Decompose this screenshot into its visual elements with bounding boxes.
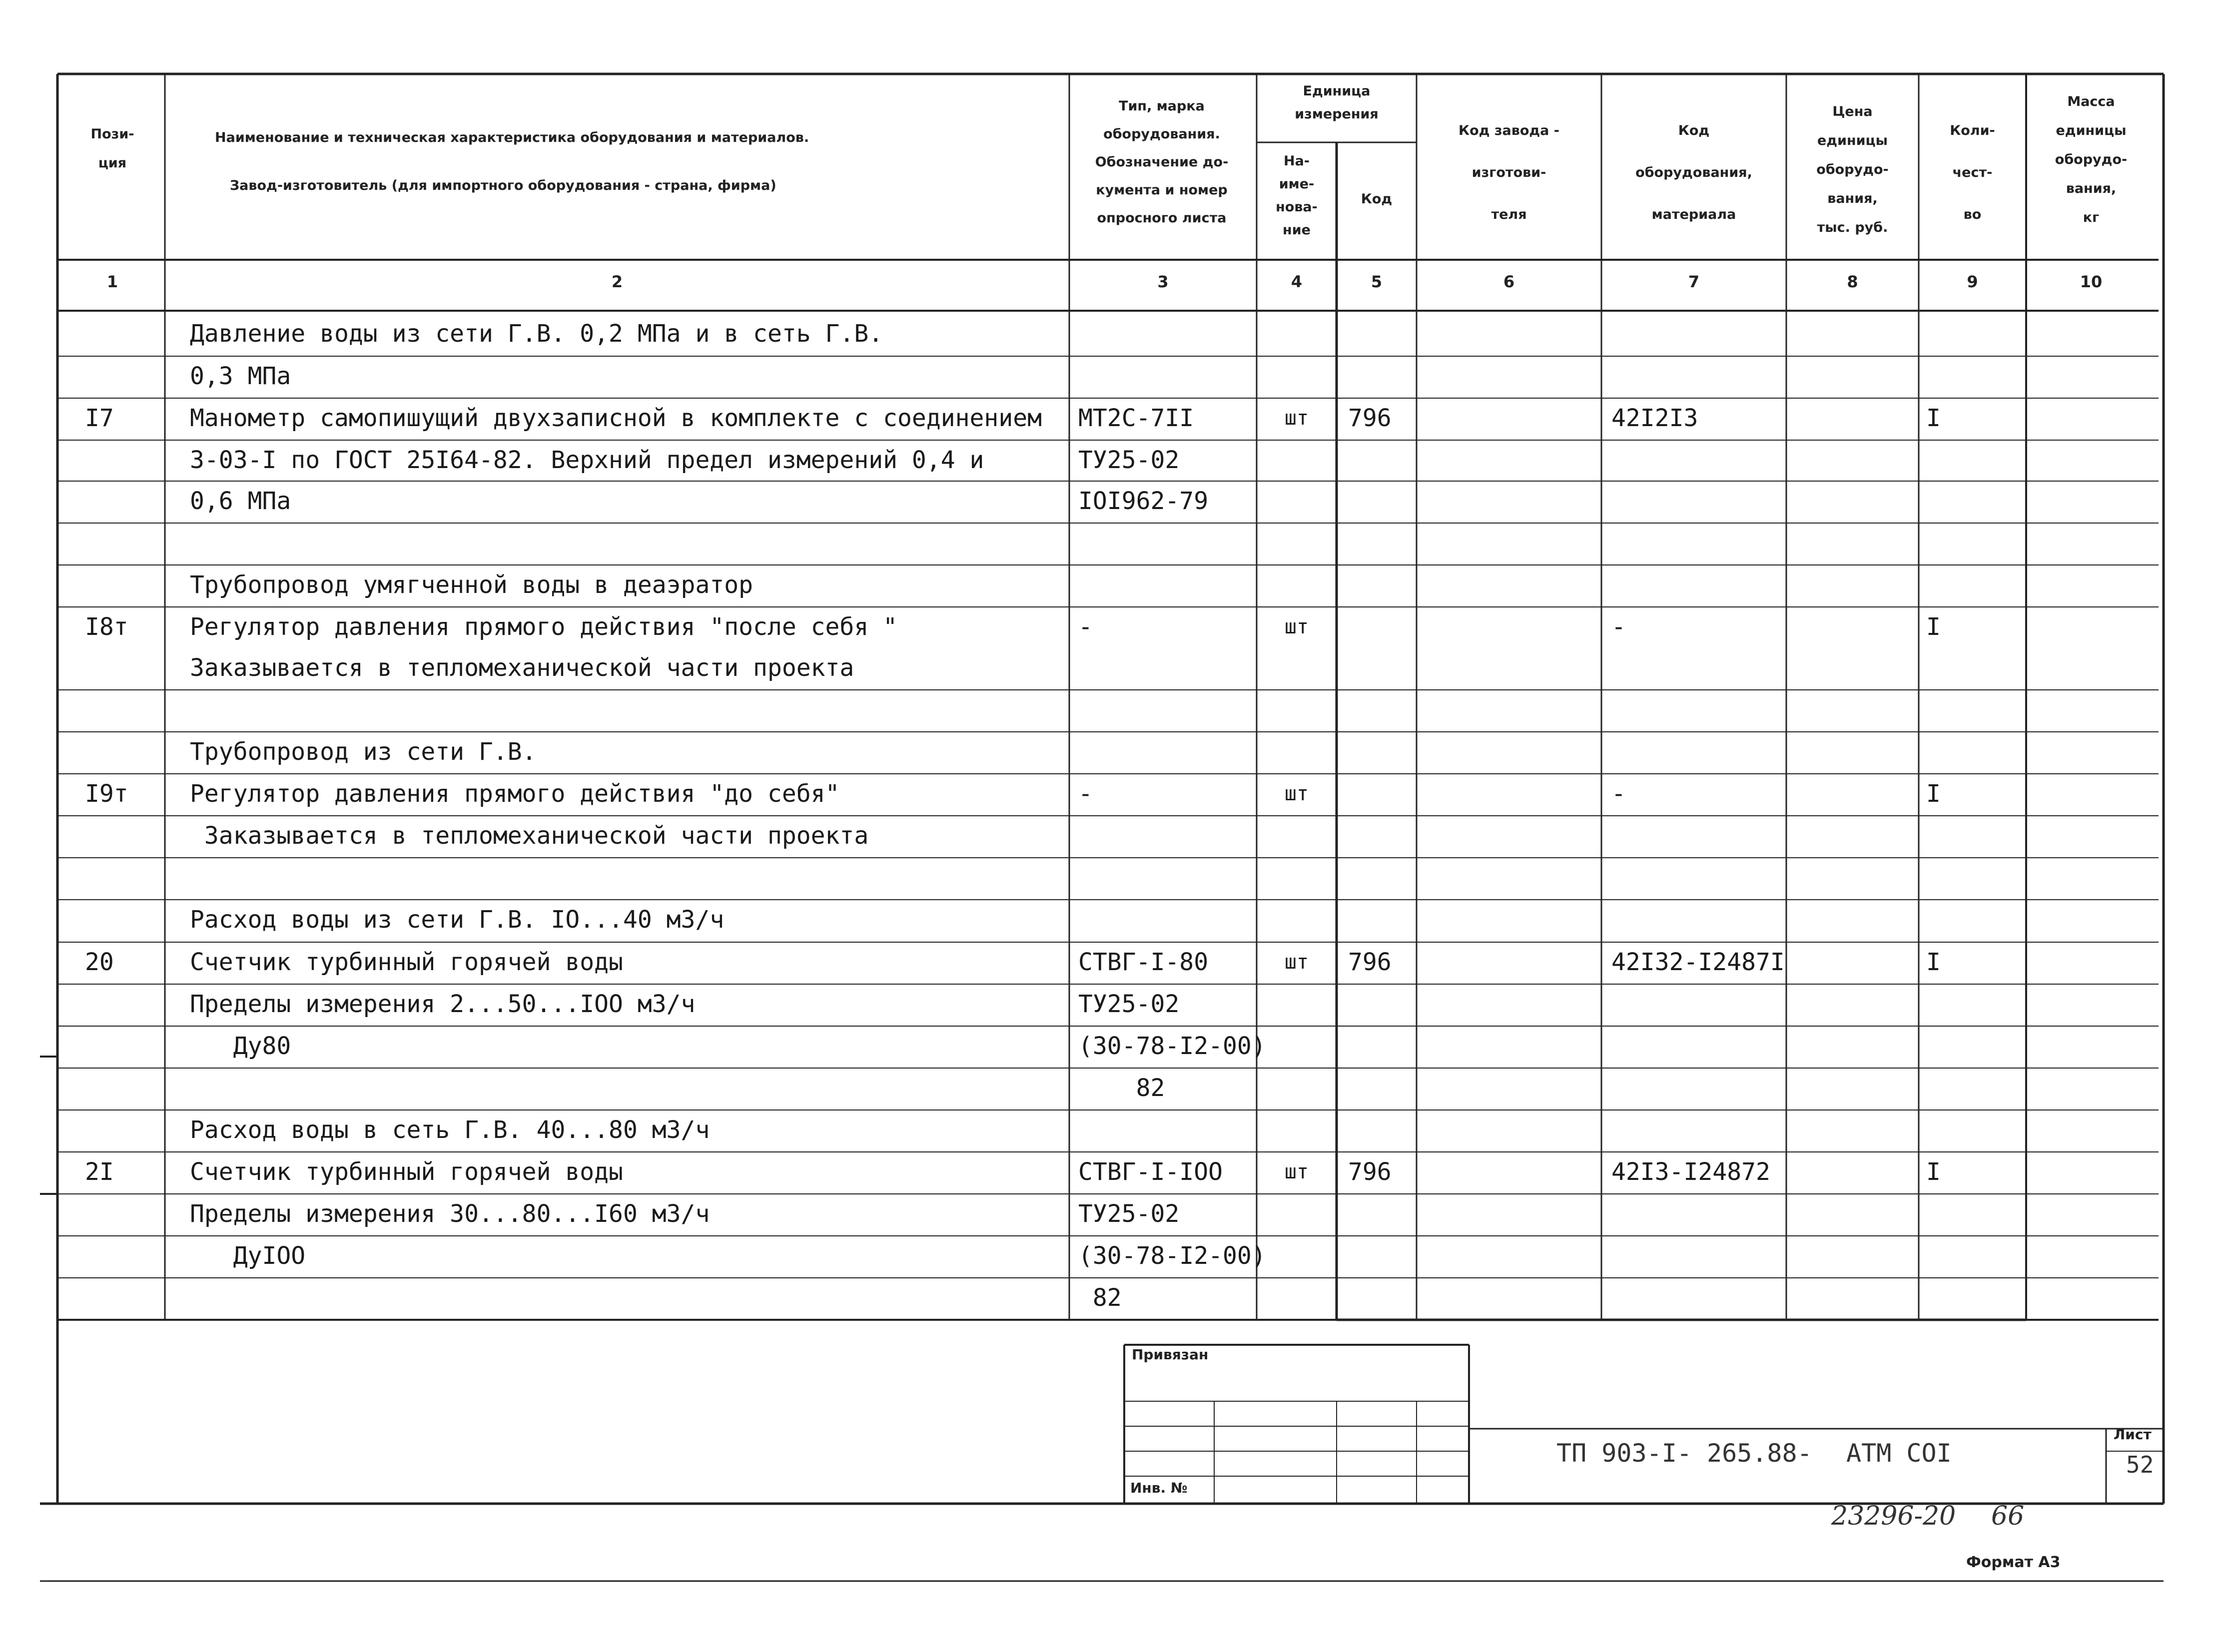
sheet-number: 52: [2126, 1451, 2154, 1478]
row-ucode: 796: [1348, 948, 1392, 976]
row-name: Регулятор давления прямого действия "до себя": [190, 780, 840, 808]
row-type: МТ2С-7II: [1078, 404, 1194, 432]
section-code: АТМ СОI: [1846, 1439, 1952, 1468]
row-qty: I: [1926, 1158, 1941, 1186]
archive-number: 23296-20: [1831, 1501, 1956, 1531]
row-name: Манометр самопишущий двухзаписной в комплекте с соединением: [190, 404, 1042, 432]
header-quantity: Коли- чест- во: [1950, 123, 1995, 222]
col-number: 6: [1503, 272, 1515, 291]
col-number: 7: [1688, 272, 1700, 291]
row-name: Заказывается в тепломеханической части проекта: [190, 654, 854, 682]
col-number: 2: [611, 272, 623, 291]
row-name: Расход воды из сети Г.В. IO...40 м3/ч: [190, 906, 725, 934]
format-label: Формат А3: [1966, 1554, 2061, 1571]
row-type: ТУ25-02: [1078, 1200, 1180, 1228]
row-pos: I7: [85, 404, 114, 432]
row-qty: I: [1926, 613, 1941, 641]
row-qty: I: [1926, 780, 1941, 808]
row-name: Регулятор давления прямого действия "после себя ": [190, 613, 898, 641]
row-type: СТВГ-I-80: [1078, 948, 1209, 976]
row-name: Трубопровод умягченной воды в деаэратор: [190, 571, 753, 599]
row-name: Расход воды в сеть Г.В. 40...80 м3/ч: [190, 1116, 710, 1144]
row-type: 82: [1078, 1284, 1122, 1312]
row-name: Счетчик турбинный горячей воды: [190, 948, 623, 976]
row-mcode: 42I3-I24872: [1611, 1158, 1770, 1186]
row-ucode: 796: [1348, 1158, 1392, 1186]
header-equipment-code: Код оборудования, материала: [1635, 123, 1752, 222]
row-name: Заказывается в тепломеханической части проекта: [190, 822, 869, 850]
row-pos: 20: [85, 948, 114, 976]
bound-label: Привязан: [1132, 1346, 1209, 1363]
row-name: Давление воды из сети Г.В. 0,2 МПа и в сеть Г.В.: [190, 320, 883, 348]
col-number: 1: [106, 272, 118, 291]
header-manufacturer-code: Код завода - изготови- теля: [1459, 123, 1559, 222]
row-type: IOI962-79: [1078, 487, 1209, 515]
header-unit-code: Код: [1361, 191, 1393, 207]
row-type: (30-78-I2-00): [1078, 1242, 1266, 1270]
row-name: Счетчик турбинный горячей воды: [190, 1158, 623, 1186]
row-type: ТУ25-02: [1078, 446, 1180, 474]
row-mcode: 42I2I3: [1611, 404, 1698, 432]
header-mass: Масса единицы оборудо- вания, кг: [2055, 94, 2128, 225]
col-number: 9: [1967, 272, 1978, 291]
row-ucode: 796: [1348, 404, 1392, 432]
row-mcode: -: [1611, 780, 1626, 808]
row-name: Пределы измерения 2...50...IOO м3/ч: [190, 990, 696, 1018]
row-type: -: [1078, 613, 1093, 641]
row-type: СТВГ-I-IOO: [1078, 1158, 1223, 1186]
row-name: Пределы измерения 30...80...I60 м3/ч: [190, 1200, 710, 1228]
row-name: ДуIOO: [190, 1242, 306, 1270]
row-type: ТУ25-02: [1078, 990, 1180, 1018]
sheet-label: Лист: [2114, 1426, 2152, 1443]
archive-page: 66: [1991, 1501, 2025, 1531]
col-number: 10: [2080, 272, 2103, 291]
row-type: 82: [1078, 1074, 1165, 1102]
inventory-label: Инв. №: [1130, 1480, 1188, 1496]
row-pos: 2I: [85, 1158, 114, 1186]
row-name: Трубопровод из сети Г.В.: [190, 738, 537, 766]
row-type: (30-78-I2-00): [1078, 1032, 1266, 1060]
header-position: Пози- ция: [90, 126, 134, 171]
col-number: 4: [1291, 272, 1303, 291]
row-unit: шт: [1284, 782, 1309, 805]
header-name: Наименование и техническая характеристика оборудования и материалов. Завод-изготовитель (для импортного оборудования - страна, фирма): [215, 130, 809, 193]
header-units: Единица измерения: [1295, 83, 1379, 122]
row-name: 0,3 МПа: [190, 362, 291, 390]
row-name: Ду80: [190, 1032, 291, 1060]
row-unit: шт: [1284, 407, 1309, 430]
document-code: ТП 903-I- 265.88-: [1556, 1439, 1812, 1468]
row-unit: шт: [1284, 1160, 1309, 1183]
header-type: Тип, марка оборудования. Обозначение до- кумента и номер опросного листа: [1095, 98, 1229, 226]
row-qty: I: [1926, 948, 1941, 976]
row-qty: I: [1926, 404, 1941, 432]
row-mcode: 42I32-I2487I: [1611, 948, 1785, 976]
row-type: -: [1078, 780, 1093, 808]
header-price: Цена единицы оборудо- вания, тыс. руб.: [1816, 104, 1889, 235]
row-unit: шт: [1284, 615, 1309, 638]
row-name: 3-03-I по ГОСТ 25I64-82. Верхний предел измерений 0,4 и: [190, 446, 984, 474]
row-pos: I8т: [85, 613, 128, 641]
col-number: 8: [1847, 272, 1858, 291]
header-unit-name: На- име- нова- ние: [1276, 153, 1318, 238]
row-pos: I9т: [85, 780, 128, 808]
col-number: 5: [1371, 272, 1383, 291]
col-number: 3: [1157, 272, 1169, 291]
row-unit: шт: [1284, 951, 1309, 974]
row-mcode: -: [1611, 613, 1626, 641]
row-name: 0,6 МПа: [190, 487, 291, 515]
